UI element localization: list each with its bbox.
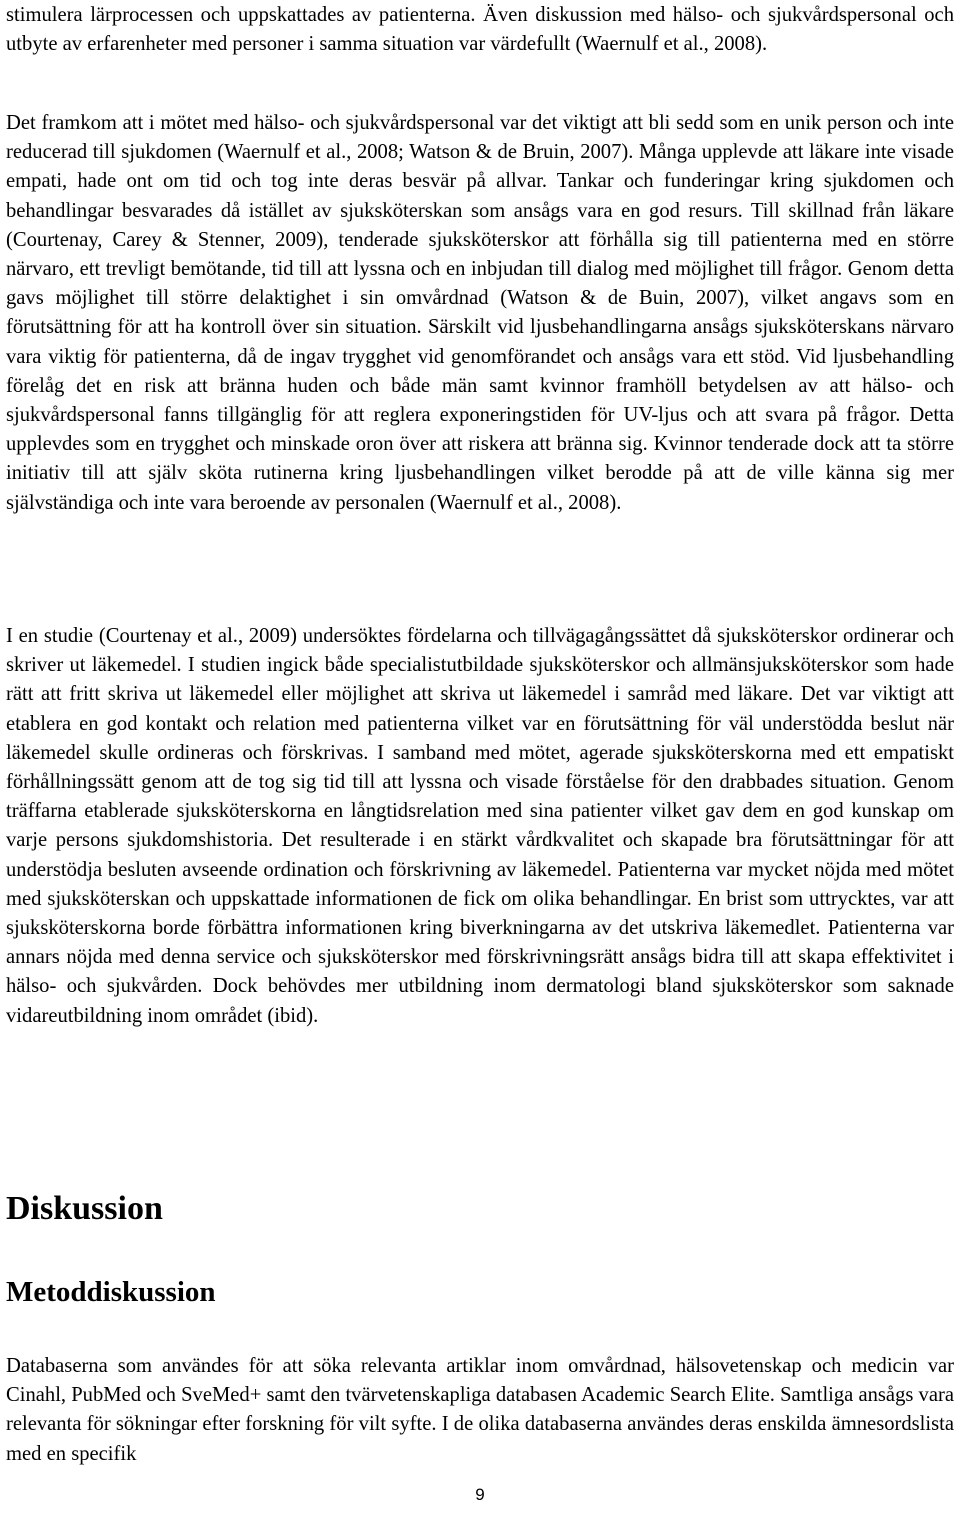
page-number: 9 [475,1485,485,1504]
paragraph-2: Det framkom att i mötet med hälso- och sjukvårdspersonal var det viktigt att bli sedd som en unik person och inte reducerad till sjukdomen (Waernulf et al., 2008; Watson & de Bruin, 2007). Många upplevde att läkare inte visade empati, hade ont om tid och tog inte deras besvär på allvar. Tankar och funderingar kring sjukdomen och behandlingar besvarades då istället av sjuksköterskan som ansågs vara en god resurs. Till skillnad från läkare (Courtenay, Carey & Stenner, 2009), tenderade sjuksköterskor att förhålla sig till patienterna med en större närvaro, ett trevligt bemötande, tid till att lyssna och en inbjudan till dialog med möjlighet till frågor. Genom detta gavs möjlighet till större delaktighet i sin omvårdnad (Watson & de Buin, 2007), vilket angavs som en förutsättning för att ha kontroll över sin situation. Särskilt vid ljusbehandlingarna ansågs sjuksköterskans närvaro vara viktig för patienterna, då de ingav trygghet vid genomförandet och ansågs vara ett stöd. Vid ljusbehandling förelåg det en risk att bränna huden och både män samt kvinnor framhöll betydelsen av att hälso- och sjukvårdspersonal fanns tillgänglig för att reglera exponeringstiden för UV-ljus och att svara på frågor. Detta upplevdes som en trygghet och minskade oron över att riskera att bränna sig. Kvinnor tenderade dock att ta större initiativ till att själv sköta rutinerna kring ljusbehandlingen vilket berodde på att de ville känna sig mer självständiga och inte vara beroende av personalen (Waernulf et al., 2008). [6,112,954,514]
subsection-heading: Metoddiskussion [6,1276,216,1308]
paragraph-3: I en studie (Courtenay et al., 2009) undersöktes fördelarna och tillvägagångssättet då sjuksköterskor ordinerar och skriver ut läkemedel. I studien ingick både specialistutbildade sjuksköterskor och allmänsjuksköterskor som hade rätt att fritt skriva ut läkemedel eller möjlighet att skriva ut läkemedel i samråd med läkare. Det var viktigt att etablera en god kontakt och relation med patienterna vilket var en förutsättning för väl understödda beslut när läkemedel skulle ordineras och förskrivas. I samband med mötet, agerade sjuksköterskorna med ett empatiskt förhållningssätt genom att de tog sig tid till att lyssna och visade förståelse för den drabbades situation. Genom träffarna etablerade sjuksköterskorna en långtidsrelation med sina patienter vilket gav dem en god kunskap om varje persons sjukdomshistoria. Det resulterade i en stärkt vårdkvalitet och skapade bra förutsättningar för att understödja besluten avseende ordination och förskrivning av läkemedel. Patienterna var mycket nöjda med mötet med sjuksköterskan och uppskattade informationen de fick om olika behandlingar. En brist som uttrycktes, var att sjuksköterskorna borde förbättra informationen kring biverkningarna av det utskriva läkemedlet. Patienterna var annars nöjda med denna service och sjuksköterskor med förskrivningsrätt ansågs bidra till att skapa effektivitet i hälso- och sjukvården. Dock behövdes mer utbildning inom dermatologi bland sjuksköterskor som saknade vidareutbildning inom området (ibid). [6,625,954,1027]
paragraph-4: Databaserna som användes för att söka relevanta artiklar inom omvårdnad, hälsovetenskap och medicin var Cinahl, PubMed och SveMed+ samt den tvärvetenskapliga databasen Academic Search Elite. Samtliga ansågs vara relevanta för sökningar efter forskning för vilt syfte. I de olika databaserna användes deras enskilda ämnesordslista med en specifik [6,1355,954,1465]
paragraph-1: stimulera lärprocessen och uppskattades av patienterna. Även diskussion med hälso- och sjukvårdspersonal och utbyte av erfarenheter med personer i samma situation var värdefullt (Waernulf et al., 2008). [6,4,954,56]
section-heading: Diskussion [6,1190,163,1227]
